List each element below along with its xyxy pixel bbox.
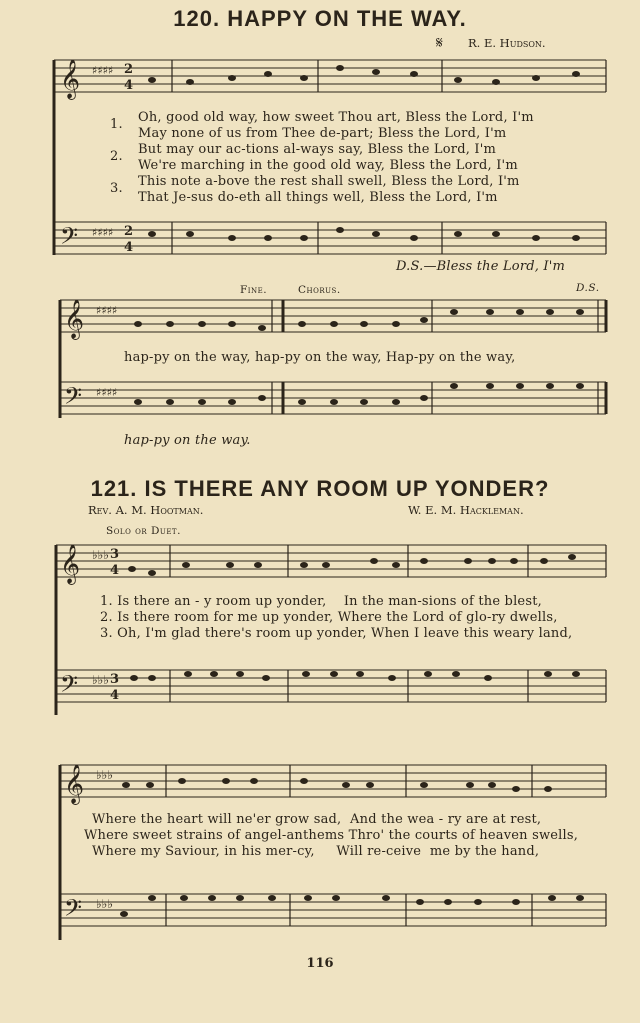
hymn-120-composer: R. E. Hudson. xyxy=(468,36,546,50)
verse-line: But may our ac-tions al-ways say, Bless the Lord, I'm xyxy=(138,142,497,157)
segno-sign: 𝄋 xyxy=(436,33,443,52)
svg-text:𝄢: 𝄢 xyxy=(64,894,83,927)
verse-line: Oh, good old way, how sweet Thou art, Bless the Lord, I'm xyxy=(138,110,534,125)
hymn-121-bass-staff-2 xyxy=(0,894,640,934)
hymn-121-author: Rev. A. M. Hootman. xyxy=(88,503,204,517)
chorus-mark: Chorus. xyxy=(298,284,341,296)
verse-number: 1. xyxy=(110,117,123,132)
ds-line: D.S.—Bless the Lord, I'm xyxy=(396,259,566,274)
svg-text:3: 3 xyxy=(110,672,120,687)
bass-lyric: hap-py on the way. xyxy=(124,433,251,448)
svg-text:𝄢: 𝄢 xyxy=(60,222,79,255)
hymn-121-title: 121. IS THERE ANY ROOM UP YONDER? xyxy=(90,476,550,501)
svg-text:♯♯♯♯: ♯♯♯♯ xyxy=(92,226,114,239)
verse-line: 1. Is there an - y room up yonder, In the man-sions of the blest, xyxy=(100,594,542,609)
svg-text:♭♭♭: ♭♭♭ xyxy=(92,548,109,562)
verse-line: That Je-sus do-eth all things well, Bless the Lord, I'm xyxy=(138,190,498,205)
verse-line: May none of us from Thee de-part; Bless the Lord, I'm xyxy=(138,126,507,141)
performance-direction: Solo or Duet. xyxy=(106,525,181,537)
svg-text:3: 3 xyxy=(110,547,120,562)
ds-mark: D.S. xyxy=(576,282,600,294)
svg-text:𝄞: 𝄞 xyxy=(64,764,85,804)
verse-line: Where the heart will ne'er grow sad, And the wea - ry are at rest, xyxy=(92,812,542,827)
hymn-121-bass-staff-1 xyxy=(0,670,640,710)
svg-text:4: 4 xyxy=(110,688,120,703)
svg-text:♯♯♯♯: ♯♯♯♯ xyxy=(96,386,118,399)
verse-line: Where sweet strains of angel-anthems Thro' the courts of heaven swells, xyxy=(84,828,579,843)
verse-line: This note a-bove the rest shall swell, Bless the Lord, I'm xyxy=(138,174,520,189)
svg-text:2: 2 xyxy=(124,62,134,77)
svg-text:2: 2 xyxy=(124,224,134,239)
svg-text:𝄢: 𝄢 xyxy=(64,382,83,415)
svg-text:4: 4 xyxy=(124,78,134,93)
hymn-120-bass-staff-1 xyxy=(0,222,640,262)
svg-text:♭♭♭: ♭♭♭ xyxy=(92,673,109,687)
verse-line: 3. Oh, I'm glad there's room up yonder, When I leave this weary land, xyxy=(100,626,573,641)
svg-text:♭♭♭: ♭♭♭ xyxy=(96,897,113,911)
svg-text:♭♭♭: ♭♭♭ xyxy=(96,768,113,782)
chorus-lyric: hap-py on the way, hap-py on the way, Hap-py on the way, xyxy=(124,350,516,365)
verse-line: 2. Is there room for me up yonder, Where the Lord of glo-ry dwells, xyxy=(100,610,558,625)
verse-number: 2. xyxy=(110,149,123,164)
verse-number: 3. xyxy=(110,181,123,196)
page-number: 116 xyxy=(306,956,334,971)
svg-text:𝄞: 𝄞 xyxy=(64,299,85,339)
svg-text:𝄢: 𝄢 xyxy=(60,670,79,703)
verse-line: We're marching in the good old way, Bless the Lord, I'm xyxy=(138,158,518,173)
hymn-121-composer: W. E. M. Hackleman. xyxy=(408,503,524,517)
svg-text:♯♯♯♯: ♯♯♯♯ xyxy=(92,64,114,77)
hymn-120-treble-staff-2 xyxy=(0,300,640,340)
svg-text:4: 4 xyxy=(110,563,120,578)
hymn-120-bass-staff-2 xyxy=(0,382,640,422)
hymn-121-treble-staff-1 xyxy=(0,545,640,585)
hymn-121-treble-staff-2 xyxy=(0,765,640,805)
hymn-120-title: 120. HAPPY ON THE WAY. xyxy=(173,6,467,31)
fine-mark: Fine. xyxy=(240,284,268,296)
svg-text:♯♯♯♯: ♯♯♯♯ xyxy=(96,304,118,317)
svg-text:𝄞: 𝄞 xyxy=(60,59,81,99)
svg-text:4: 4 xyxy=(124,240,134,255)
svg-text:𝄞: 𝄞 xyxy=(60,544,81,584)
verse-line: Where my Saviour, in his mer-cy, Will re-ceive me by the hand, xyxy=(92,844,540,859)
hymn-120-treble-staff-1 xyxy=(0,60,640,110)
